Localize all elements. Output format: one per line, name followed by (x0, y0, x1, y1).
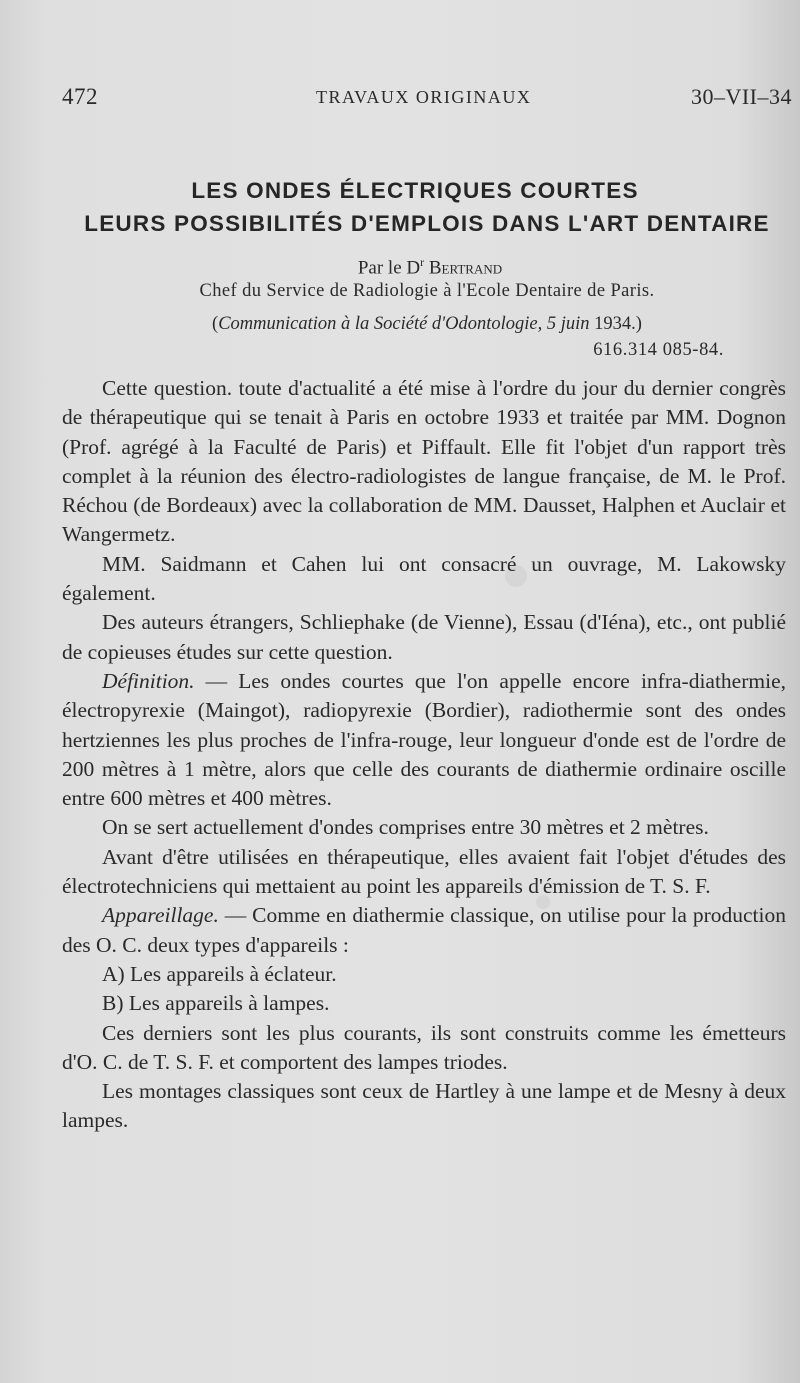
body-paragraph: Définition. — Les ondes courtes que l'on appelle encore infra-diathermie, électropyrexie (Maingot), radiopyrexie (Bordier), radiothermie sont des ondes hertziennes les plus proches de l'infra-rouge, leur longueur d'onde est de l'ordre de 200 mètres à 1 mètre, alors que celle des courants de diathermie ordinaire oscille entre 600 mètres et 400 mètres. (62, 668, 786, 811)
body-paragraph: Avant d'être utilisées en thérapeutique, elles avaient fait l'objet d'études des électrotechniciens qui mettaient au point les appareils d'émission de T. S. F. (62, 844, 786, 899)
article-body (62, 374, 786, 1136)
page-number: 472 (62, 84, 98, 109)
byline (300, 255, 560, 279)
author-affiliation: Chef du Service de Radiologie à l'Ecole Dentaire de Paris. (199, 281, 655, 301)
list-item: A) Les appareils à éclateur. (102, 961, 337, 986)
body-paragraph: Appareillage. — Comme en diathermie classique, on utilise pour la production des O. C. deux types d'appareils : (62, 903, 786, 957)
body-paragraph: Des auteurs étrangers, Schliephake (de Vienne), Essau (d'Iéna), etc., ont publié de copieuses études sur cette question. (62, 610, 786, 664)
body-paragraph: MM. Saidmann et Cahen lui ont consacré un ouvrage, M. Lakowsky également. (62, 551, 786, 606)
page-header (62, 84, 792, 114)
author-name: Bertrand (428, 257, 503, 279)
communication-year: 1934.) (594, 314, 642, 334)
classification-code: 616.314 085-84. (593, 340, 724, 360)
communication-note (62, 314, 792, 335)
article-title-line-2: LEURS POSSIBILITÉS D'EMPLOIS DANS L'ART DENTAIRE (84, 211, 770, 236)
communication-open-paren: ( (212, 314, 219, 334)
header-date: 30–VII–34 (690, 84, 792, 109)
communication-text: Communication à la Société d'Odontologie, 5 juin (218, 314, 590, 334)
section-heading-appareillage: Appareillage. (102, 903, 219, 928)
byline-prefix: Par le D (357, 257, 421, 279)
article-title-line-1: LES ONDES ÉLECTRIQUES COURTES (191, 178, 639, 203)
body-paragraph: On se sert actuellement d'ondes comprises entre 30 mètres et 2 mètres. (102, 815, 709, 840)
body-paragraph: Ces derniers sont les plus courants, ils sont construits comme les émetteurs d'O. C. de T. S. F. et comportent des lampes triodes. (62, 1020, 786, 1074)
body-paragraph: Cette question. toute d'actualité a été mise à l'ordre du jour du dernier congrès de thérapeutique qui se tenait à Paris en octobre 1933 et traitée par MM. Dognon (Prof. agrégé à la Faculté de Paris) et Piffault. Elle fit l'objet d'un rapport très complet à la réunion des électro-radiologistes de langue française, de M. le Prof. Réchou (de Bordeaux) avec la collaboration de MM. Dausset, Halphen et Auclair et Wangermetz. (62, 376, 786, 547)
list-item: B) Les appareils à lampes. (102, 991, 330, 1016)
section-heading-definition: Définition. (102, 668, 195, 693)
byline-superscript: r (420, 255, 425, 269)
body-paragraph: Les montages classiques sont ceux de Hartley à une lampe et de Mesny à deux lampes. (62, 1079, 786, 1133)
running-title: TRAVAUX ORIGINAUX (316, 87, 532, 107)
